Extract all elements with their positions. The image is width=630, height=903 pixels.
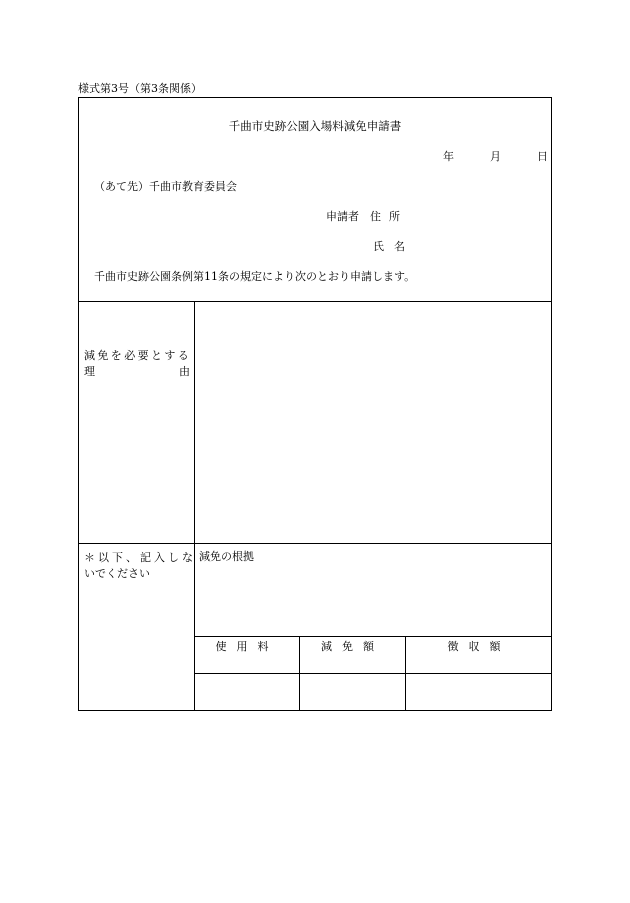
office-use-note-line1: ＊以下、記入しな xyxy=(84,551,196,564)
reason-label-right: 由 xyxy=(179,365,190,378)
form-title: 千曲市史跡公園入場料減免申請書 xyxy=(228,119,402,133)
form-number-label: 様式第3号（第3条関係） xyxy=(78,82,202,95)
address-label: 住所 xyxy=(370,210,408,223)
applicant-label: 申請者 xyxy=(326,210,359,223)
application-statement: 千曲市史跡公園条例第11条の規定により次のとおり申請します。 xyxy=(94,270,416,283)
divider-fee-header xyxy=(194,673,552,674)
addressee: （あて先）千曲市教育委員会 xyxy=(94,180,237,193)
date-year-label: 年 xyxy=(443,150,454,163)
office-use-note-line2: いでください xyxy=(84,567,150,580)
reason-label-line1: 減免を必要とする xyxy=(84,349,192,362)
date-month-label: 月 xyxy=(490,150,501,163)
reason-label-left: 理 xyxy=(84,365,95,378)
divider-header xyxy=(78,301,552,302)
fee-column-header: 使用料 xyxy=(215,640,279,653)
reason-label-line2 xyxy=(84,363,190,379)
collected-amount-column-header: 徴収額 xyxy=(447,640,511,653)
divider-reason xyxy=(78,543,552,544)
name-label: 氏名 xyxy=(373,240,415,253)
divider-basis xyxy=(194,636,552,637)
date-day-label: 日 xyxy=(537,150,548,163)
exemption-basis-label: 減免の根拠 xyxy=(199,550,254,563)
exemption-amount-column-header: 減免額 xyxy=(321,640,384,653)
